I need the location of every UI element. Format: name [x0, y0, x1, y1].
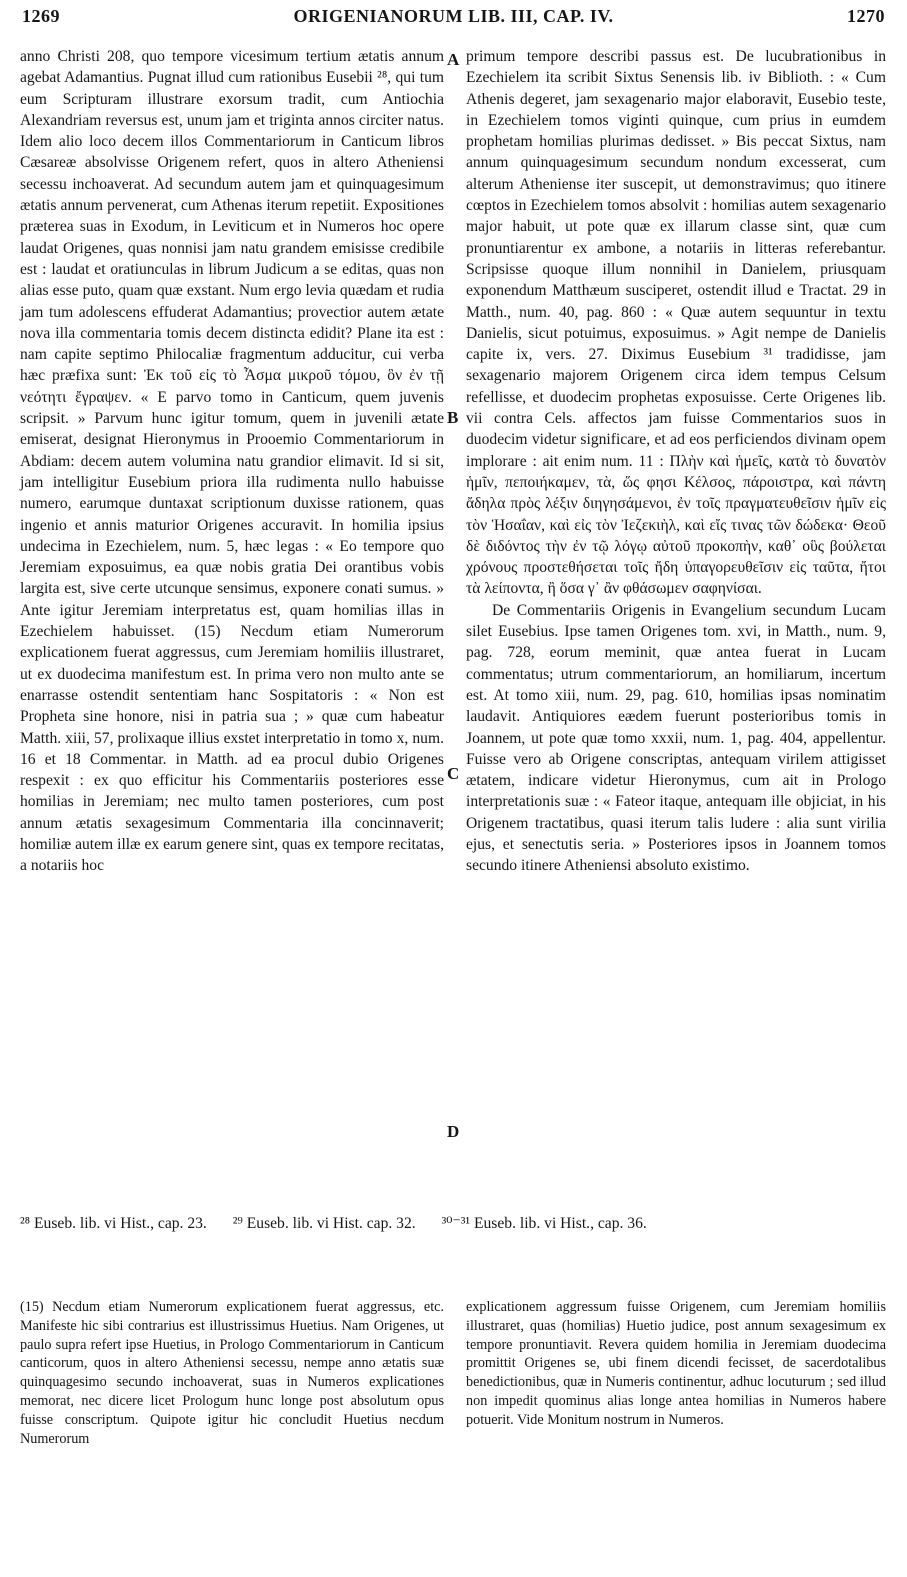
page-number-right: 1270 [847, 6, 885, 26]
editor-note-right-text: explicationem aggressum fuisse Origenem, cum Jeremiam homiliis illustraret, quas (homilias) Huetio judice, post annum sexagesimum ex tempore pronuntiavit. Revera quidem homilia in Jeremiam duodecima promittit Origenes se, ubi finem dicendi fecisset, de sacerdotalibus benedictionibus, quæ in Numeris continentur, adhuc locuturum ; sed illud non impedit quominus alias longe antea homilias in Numeros habere potuerit. Vide Monitum nostrum in Numeros. [466, 1299, 886, 1428]
margin-letter-c: C [447, 764, 460, 783]
right-column-text-2: De Commentariis Origenis in Evangelium secundum Lucam silet Eusebius. Ipse tamen Origenes tom. xvi, in Matth., num. 9, pag. 728, eorum meminit, quæ antea fuerat in Lucam commentatus; utrum commentariorum, an homiliarum, incertum est. At tomo xiii, num. 29, pag. 610, homilias ipsas nominatim laudavit. Antiquiores eædem fuerunt posterioribus tomis in Joannem, ut pote quæ tomo xxxii, num. 1, pag. 404, appellentur. Fuisse vero ab Origene conscriptas, antequam virilem attigisset ætatem, indicare videtur Hieronymus, cum ait in Prologo interpretationis suæ : « Fateor itaque, antequam ille objiciat, in his Origenem tractatibus, quasi iterum talis ludere : alia sunt virilia ejus, et senectutis seria. » Posteriores ipsos in Joannem tomos secundo itinere Atheniensi absoluto existimo. [466, 601, 886, 875]
running-title: ORIGENIANORUM LIB. III, CAP. IV. [293, 6, 614, 26]
margin-letter-b: B [447, 408, 459, 427]
margin-letter-a: A [447, 50, 460, 69]
main-column-right [466, 46, 886, 877]
margin-letter-d: D [447, 1122, 460, 1141]
footnote-30-31: ³⁰⁻³¹ Euseb. lib. vi Hist., cap. 36. [441, 1215, 647, 1232]
page-header [22, 6, 885, 32]
main-column-left [20, 46, 444, 877]
editor-note-left-text: (15) Necdum etiam Numerorum explicationem fuerat aggressus, etc. Manifeste hic sibi contrarius est illustrissimus Huetius. Nam Origenes, ut paulo supra refert ipse Huetius, in Prologo Commentariorum in Canticum canticorum, quos in altero Atheniensi secessu, nempe anno ætatis suæ quinquagesimo secundo inchoaverat, suas in Numeros explicationes memorat, nec dicere licet Prologum hunc longe post absolutum opus fuisse conscriptum. Quipote igitur hic concludit Huetius necdum Numerorum [20, 1299, 444, 1447]
footnotes [20, 1214, 885, 1233]
footnote-28: ²⁸ Euseb. lib. vi Hist., cap. 23. [20, 1215, 207, 1232]
page-number-left: 1269 [22, 6, 60, 26]
right-column-text-1: primum tempore describi passus est. De lucubrationibus in Ezechielem ita scribit Sixtus Senensis lib. iv Biblioth. : « Cum Athenis degeret, jam sexagenario major elaboravit, Eusebio teste, in Ezechielem tomos viginti quinque, cum prius in eumdem prophetam homilias plurimas dedisset. » Bis peccat Sixtus, nam annum quinquagesimum secundum nondum excesserat, cum alterum Atheniense iter suscepit, ut demonstravimus; quo itinere cœptos in Ezechielem tomos absolvit : homilias autem sexagenario major habuit, ut pote quæ ex illarum classe sint, quæ cum pronuntiarentur ex ambone, a notariis in litteras referebantur. Scripsisse quoque illum nonnihil in Danielem, priusquam exponendum Matthæum susciperet, ostendit illud e Tractat. 29 in Matth., num. 40, pag. 860 : « Quæ autem sequuntur in textu Danielis, sicut potuimus, exposuimus. » Agit nempe de Danielis capite ix, vers. 27. Diximus Eusebium ³¹ tradidisse, jam sexagenario majorem Origenem circa idem tempus Celsum refellisse, et duodecim prophetas exposuisse. Certe Origenes lib. vii contra Cels. affectos jam fuisse Commentarios suos in duodecim videtur significare, et ad eos perficiendos divinam opem implorare : ait enim num. 11 : Πλὴν καὶ ἡμεῖς, κατὰ τὸ δυνατὸν ἡμῖν, πεποιήκαμεν, τὰ, ὥς φησι Κέλσος, πάροιστρα, καὶ πάντη ἄδηλα πρὸς λέξιν διηγησάμενοι, ἐν τοῖς πραγματευθεῖσιν ἡμῖν εἰς τὸν Ἡσαΐαν, καὶ εἰς τὸν Ἰεζεκιὴλ, καὶ εἴς τινας τῶν δώδεκα· Θεοῦ δὲ διδόντος τὴν ἐν τῷ λόγῳ αὐτοῦ προκοπὴν, καθ᾽ οὓς βούλεται χρόνους προστεθήσεται τοῖς ἤδη ὑπαγορευθεῖσιν εἰς ταῦτα, ἤτοι τὰ λείποντα, ἢ ὅσα γ᾽ ἂν φθάσωμεν σαφηνίσαι. [466, 48, 886, 598]
editor-note-left [20, 1298, 444, 1448]
left-column-text: anno Christi 208, quo tempore vicesimum tertium ætatis annum agebat Adamantius. Pugnat illud cum rationibus Eusebii ²⁸, qui tum eum Scripturam illustrare exorsum tradit, cum Antiochia Alexandriam reversus est, unum jam et triginta annos circiter natus. Idem alio loco decem illos Commentariorum in Canticum libros Cæsareæ absolvisse Origenem refert, quos in altero Atheniensi secessu inchoaverat. Ad secundum autem jam et quinquagesimum ætatis annum pervenerat, cum Athenas iterum repetiit. Expositiones præterea suas in Exodum, in Leviticum et in Numeros hoc opere laudat Origenes, quas nonnisi jam natu grandem emisisse credibile est : laudat et oratiunculas in librum Judicum a se editas, quas non alias esse puto, quam quæ exstant. Num ergo levia quædam et rudia jam tum adolescens effuderat Adamantius; provectior autem ætate nova illa commentaria tomis decem distincta edidit? Plane ita est : nam capite septimo Philocaliæ fragmentum adducitur, cui verba hæc præfixa sunt: Ἐκ τοῦ εἰς τὸ Ἆσμα μικροῦ τόμου, ὃν ἐν τῇ νεότητι ἔγραψεν. « E parvo tomo in Canticum, quem juvenis scripsit. » Parvum hunc igitur tomum, quem in juvenili ætate emiserat, designat Hieronymus in Prooemio Commentariorum in Abdiam: decem autem volumina natu grandior elimavit. Id si sit, jam intelligitur Eusebium priora illa rudimenta nullo habuisse numero, earumque duntaxat scriptionum duxisse rationem, quas ingenio et annis maturior Origenes accuravit. In homilia ipsius undecima in Ezechielem, num. 5, hæc legas : « Eo tempore quo Jeremiam exposuimus, ea quæ nobis gratia Dei orantibus vobis largita est, sive certe utcunque sensimus, exponere conati sumus. » Ante igitur Jeremiam interpretatus est, quam homilias illas in Ezechielem habuisset. (15) Necdum etiam Numerorum explicationem fuerat aggressus, cum Jeremiam homiliis illustraret, ut ex duodecima manifestum est. In prima vero non multo ante se enarrasse ostendit sententiam hanc Sospitatoris : « Non est Propheta sine honore, nisi in patria sua ; » quæ cum habeatur Matth. xiii, 57, prolixaque illius exstet interpretatio in tomo x, num. 16 et 18 Commentar. in Matth. ad ea procul dubio Origenes respexit : ex quo efficitur his Commentariis posteriores esse homilias in Jeremiam; nec multo tamen posteriores, cum post annum ætatis sexagesimum Commentaria illa concinnaverit; homiliæ autem illæ ex earum genere sint, quas ex tempore recitatas, a notariis hoc [20, 48, 444, 875]
footnote-29: ²⁹ Euseb. lib. vi Hist. cap. 32. [232, 1215, 416, 1232]
editor-note-right [466, 1298, 886, 1430]
